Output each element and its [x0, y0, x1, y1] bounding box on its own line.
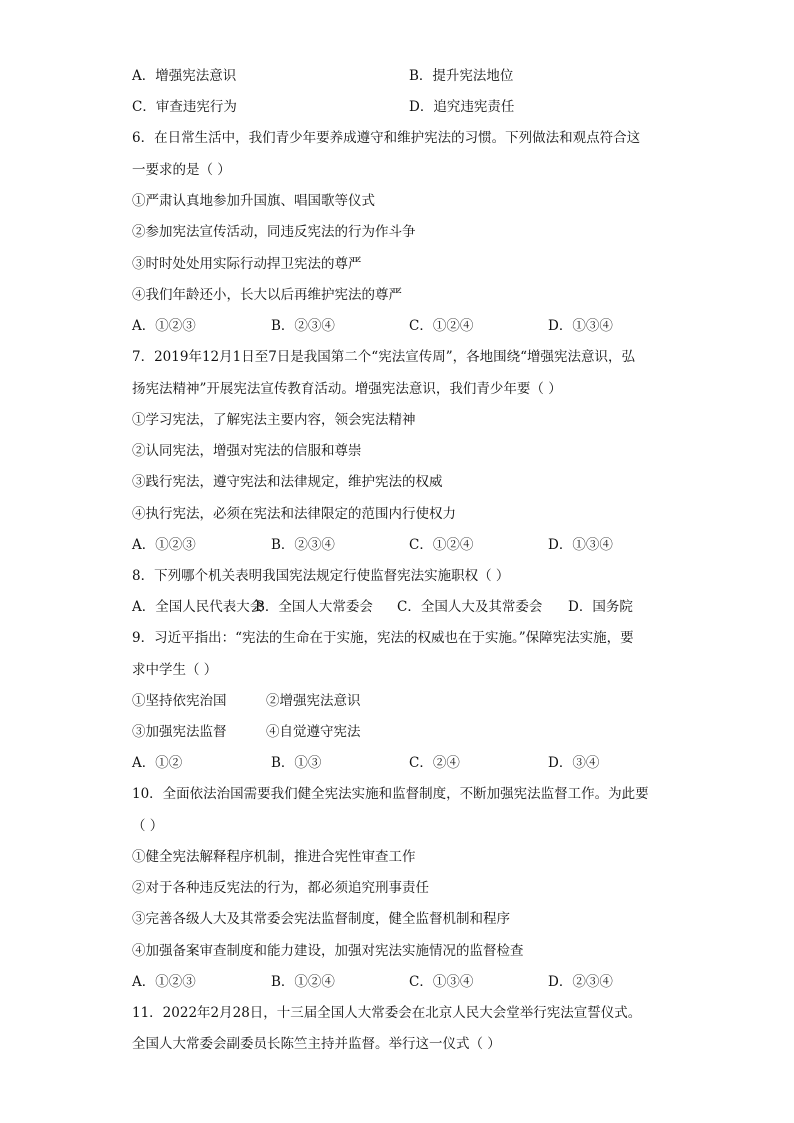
- q7-item-4: ④执行宪法，必须在宪法和法律限定的范围内行使权力: [132, 506, 456, 522]
- q9-option-c: C．②④: [409, 755, 460, 771]
- q6-item-2: ②参加宪法宣传活动，同违反宪法的行为作斗争: [132, 224, 416, 240]
- q6-option-d: D．①③④: [548, 318, 613, 334]
- q7-stem-line1: 7．2019年12月1日至7日是我国第二个“宪法宣传周”，各地围绕“增强宪法意识，弘: [132, 349, 636, 365]
- q10-option-b: B．①②④: [271, 974, 335, 990]
- q10-item-4: ④加强备案审查制度和能力建设，加强对宪法实施情况的监督检查: [132, 943, 524, 959]
- q5-option-d: D．追究违宪责任: [409, 99, 515, 115]
- q6-stem-line2: 一要求的是（ ）: [132, 162, 231, 178]
- q6-option-c: C．①②④: [409, 318, 474, 334]
- q9-stem-line1: 9．习近平指出：“宪法的生命在于实施，宪法的权威也在于实施。”保障宪法实施，要: [132, 630, 634, 646]
- q7-option-d: D．①③④: [548, 537, 613, 553]
- q6-item-3: ③时时处处用实际行动捍卫宪法的尊严: [132, 256, 362, 272]
- q9-item-4: ④自觉遵守宪法: [266, 724, 361, 740]
- q5-option-a: A．增强宪法意识: [132, 68, 237, 84]
- q9-item-3: ③加强宪法监督: [132, 724, 227, 740]
- q10-item-2: ②对于各种违反宪法的行为，都必须追究刑事责任: [132, 880, 429, 896]
- q5-option-c: C．审查违宪行为: [132, 99, 237, 115]
- q8-option-b: B．全国人大常委会: [255, 599, 373, 615]
- q10-stem-line2: （ ）: [132, 818, 164, 834]
- q6-item-4: ④我们年龄还小，长大以后再维护宪法的尊严: [132, 287, 402, 303]
- q5-option-b: B．提升宪法地位: [409, 68, 514, 84]
- q8-option-a: A．全国人民代表大会: [132, 599, 264, 615]
- q7-option-c: C．①②④: [409, 537, 474, 553]
- q6-item-1: ①严肃认真地参加升国旗、唱国歌等仪式: [132, 193, 375, 209]
- q6-option-a: A．①②③: [132, 318, 196, 334]
- q10-item-3: ③完善各级人大及其常委会宪法监督制度，健全监督机制和程序: [132, 911, 510, 927]
- q8-stem-line1: 8．下列哪个机关表明我国宪法规定行使监督宪法实施职权（ ）: [132, 568, 510, 584]
- q10-item-1: ①健全宪法解释程序机制，推进合宪性审查工作: [132, 849, 416, 865]
- q10-option-d: D．②③④: [548, 974, 613, 990]
- q10-option-c: C．①③④: [409, 974, 474, 990]
- q7-item-2: ②认同宪法，增强对宪法的信服和尊崇: [132, 443, 362, 459]
- q7-option-b: B．②③④: [271, 537, 335, 553]
- q8-option-d: D．国务院: [568, 599, 633, 615]
- q7-option-a: A．①②③: [132, 537, 196, 553]
- q9-stem-line2: 求中学生（ ）: [132, 662, 218, 678]
- q7-item-1: ①学习宪法，了解宪法主要内容，领会宪法精神: [132, 412, 416, 428]
- q11-stem-line1: 11．2022年2月28日，十三届全国人大常委会在北京人民大会堂举行宪法宣誓仪式。: [132, 1005, 642, 1021]
- q11-stem-line2: 全国人大常委会副委员长陈竺主持并监督。举行这一仪式（ ）: [132, 1036, 501, 1052]
- q7-stem-line2: 扬宪法精神”开展宪法宣传教育活动。增强宪法意识，我们青少年要（ ）: [132, 381, 562, 397]
- q9-option-d: D．③④: [548, 755, 600, 771]
- q9-item-2: ②增强宪法意识: [266, 693, 361, 709]
- q8-option-c: C．全国人大及其常委会: [397, 599, 543, 615]
- q9-item-1: ①坚持依宪治国: [132, 693, 227, 709]
- q6-stem-line1: 6．在日常生活中，我们青少年要养成遵守和维护宪法的习惯。下列做法和观点符合这: [132, 130, 641, 146]
- q10-option-a: A．①②③: [132, 974, 196, 990]
- q9-option-b: B．①③: [271, 755, 322, 771]
- q6-option-b: B．②③④: [271, 318, 335, 334]
- q10-stem-line1: 10．全面依法治国需要我们健全宪法实施和监督制度，不断加强宪法监督工作。为此要: [132, 786, 649, 802]
- q7-item-3: ③践行宪法，遵守宪法和法律规定，维护宪法的权威: [132, 474, 443, 490]
- q9-option-a: A．①②: [132, 755, 183, 771]
